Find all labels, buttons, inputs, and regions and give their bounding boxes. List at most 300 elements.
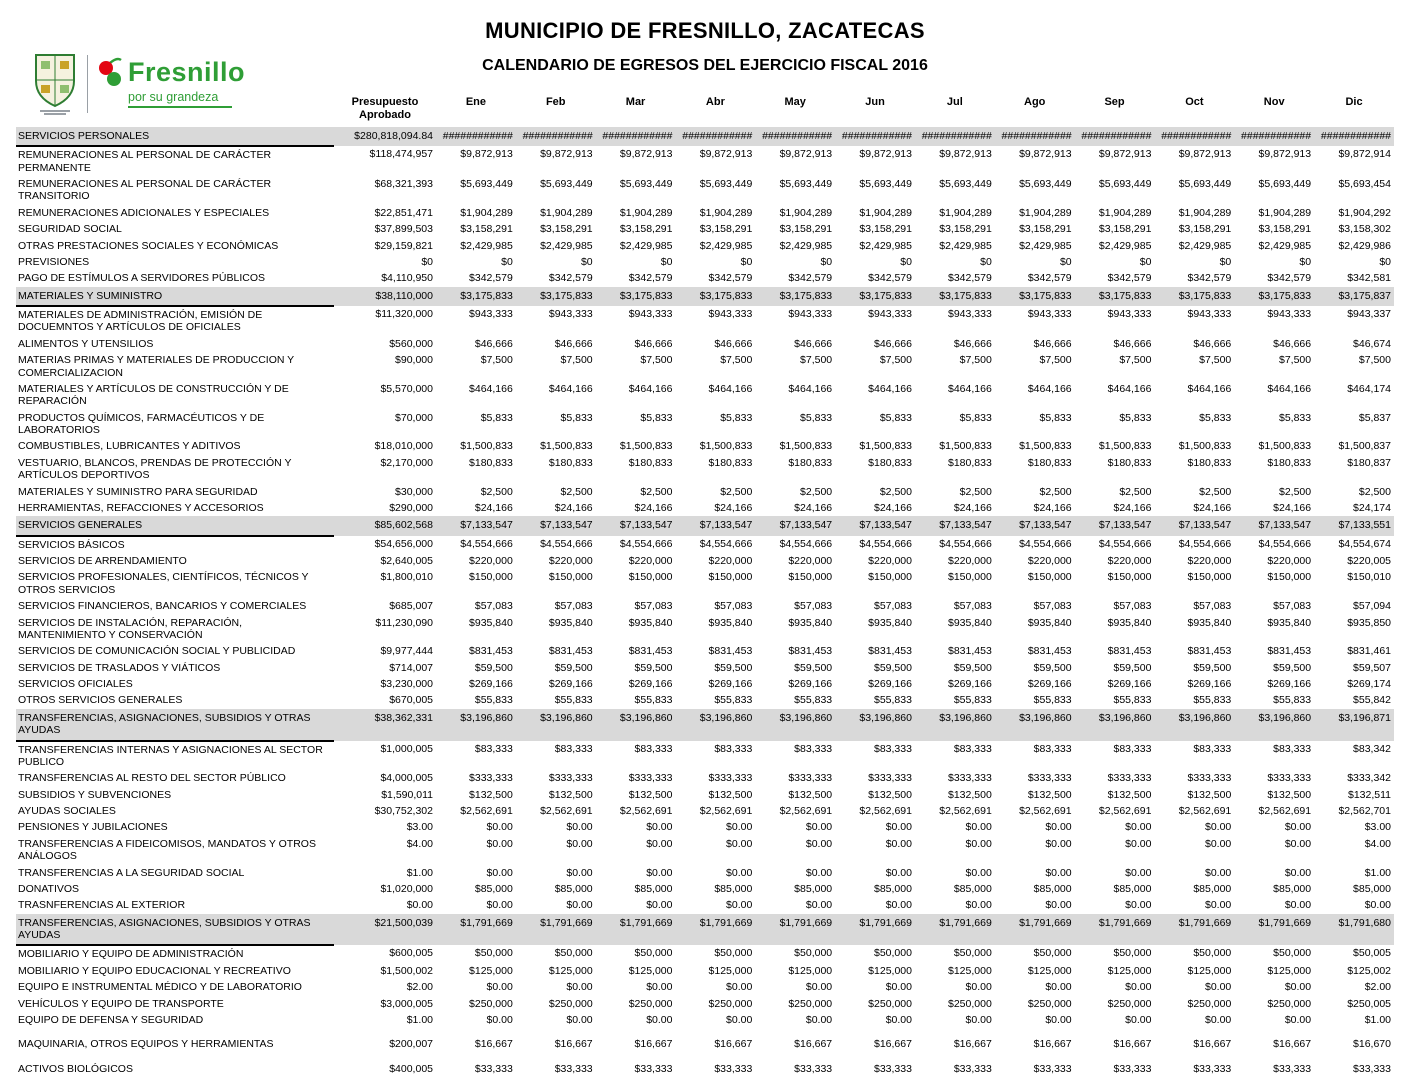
month-value: $24,166 [953,501,992,514]
month-value: $0.00 [1045,821,1072,834]
month-value: $132,500 [868,788,912,801]
month-value: $4,554,666 [699,537,753,550]
month-value: $50,000 [714,947,753,960]
month-value: $24,166 [634,501,673,514]
month-value: $132,500 [1027,788,1072,801]
month-value: $57,083 [1033,600,1072,613]
month-value: $16,667 [554,1038,593,1051]
month-value: $7,500 [720,354,753,367]
table-row [16,238,1394,254]
budget-value: $30,000 [395,485,433,498]
row-label: SERVICIOS PROFESIONALES, CIENTÍFICOS, TÉCNICOS Y OTROS SERVICIOS [18,571,309,596]
month-value: $46,666 [634,337,673,350]
month-value: $16,670 [1353,1038,1391,1051]
month-value: $125,000 [788,964,833,977]
month-value: $220,000 [1187,555,1232,568]
month-value: $220,000 [548,555,593,568]
month-value: $250,000 [1267,997,1312,1010]
month-value: $180,837 [1347,456,1391,469]
month-value: $5,833 [800,411,833,424]
month-value: $269,166 [628,678,673,691]
table-row [16,1012,1394,1028]
month-value: $24,166 [794,501,833,514]
month-value: $0.00 [965,821,992,834]
month-value: $464,166 [948,382,992,395]
month-value: $57,083 [714,600,753,613]
month-value: $1,500,833 [779,440,833,453]
month-value: $1,500,833 [859,440,912,453]
month-value: $3,175,833 [675,287,755,306]
month-value: $2,429,985 [619,239,673,252]
table-row [16,897,1394,913]
month-value: $0.00 [486,981,513,994]
month-value: $132,500 [628,788,673,801]
month-value: $342,579 [1267,272,1312,285]
month-value: $7,133,547 [436,516,516,535]
month-value: $55,833 [1193,694,1232,707]
month-value: $333,333 [788,772,833,785]
month-value: $3,158,302 [1338,223,1391,236]
month-value: $464,166 [1267,382,1312,395]
budget-value: $21,500,039 [334,914,436,946]
month-value: $180,833 [548,456,593,469]
month-value: $16,667 [953,1038,992,1051]
month-value: $1,904,289 [699,206,753,219]
month-value: $59,500 [1033,661,1072,674]
table-row [16,787,1394,803]
month-value: $2,562,691 [1098,805,1152,818]
budget-value: $280,818,094.84 [334,127,436,146]
row-label: AYUDAS SOCIALES [18,805,116,818]
month-value: $7,133,547 [915,516,995,535]
month-value: $2,500 [1119,485,1152,498]
month-value: $0.00 [726,821,753,834]
column-header-jul: Jul [946,96,963,108]
month-value: $0.00 [566,899,593,912]
month-value: $0.00 [566,866,593,879]
row-label: VEHÍCULOS Y EQUIPO DE TRANSPORTE [18,997,224,1010]
month-value: $0.00 [885,821,912,834]
month-value: $33,333 [874,1062,912,1075]
month-value: $0 [820,255,833,268]
month-value: $333,333 [948,772,992,785]
row-label: SERVICIOS BÁSICOS [18,538,125,551]
month-value: ############ [835,127,915,146]
month-value: $3,158,291 [859,223,912,236]
month-value: $16,667 [474,1038,513,1051]
month-value: $1,791,680 [1314,914,1394,946]
month-value: $0 [980,255,992,268]
month-value: $7,500 [959,354,992,367]
month-value: $220,000 [1267,555,1312,568]
month-value: $7,133,547 [516,516,596,535]
month-value: $3,196,860 [1154,709,1234,741]
month-value: $0 [1379,255,1391,268]
month-value: $2,562,691 [1258,805,1312,818]
budget-value: $3,230,000 [380,678,433,691]
month-value: $5,693,449 [540,178,593,191]
section-header-row [16,516,1394,535]
month-value: $3,196,860 [516,709,596,741]
month-value: $3,158,291 [699,223,753,236]
budget-value: $4,000,005 [380,772,433,785]
table-row [16,205,1394,221]
month-value: $150,000 [469,571,513,584]
month-value: $125,000 [1187,964,1232,977]
month-value: $3,175,833 [1154,287,1234,306]
month-value: $59,500 [1273,661,1312,674]
month-value: $33,333 [1353,1062,1391,1075]
month-value: $935,840 [948,616,992,629]
column-header-nov: Nov [1263,96,1285,108]
month-value: $132,500 [1187,788,1232,801]
month-value: $150,000 [708,571,753,584]
municipal-seal-icon [32,52,78,116]
month-value: $935,840 [1107,616,1152,629]
month-value: $150,000 [1267,571,1312,584]
month-value: $333,333 [708,772,753,785]
month-value: $0.00 [1364,899,1391,912]
logo-wordmark-block [97,52,245,108]
row-label: TRANSFERENCIAS A LA SEGURIDAD SOCIAL [18,866,245,879]
month-value: $0.00 [965,837,992,850]
month-value: $943,333 [868,308,912,321]
month-value: $0 [1139,255,1152,268]
budget-value: $54,656,000 [374,537,433,550]
month-value: $180,833 [868,456,912,469]
month-value: $16,667 [1113,1038,1152,1051]
month-value: $269,166 [788,678,833,691]
month-value: $269,166 [948,678,992,691]
month-value: $7,500 [1199,354,1232,367]
month-value: $55,833 [1113,694,1152,707]
month-value: $1,500,833 [1258,440,1312,453]
budget-value: $38,110,000 [334,287,436,306]
month-value: $132,500 [1267,788,1312,801]
month-value: ############ [516,127,596,146]
month-value: $180,833 [1027,456,1072,469]
month-value: $5,693,449 [1258,178,1312,191]
month-value: $831,453 [868,645,912,658]
budget-header-line1: Presupuesto [351,96,419,108]
month-value: $46,666 [794,337,833,350]
month-value: $5,693,449 [1098,178,1152,191]
month-value: $83,333 [874,742,912,755]
month-value: $3,175,833 [596,287,676,306]
month-value: ############ [755,127,835,146]
month-value: $55,833 [794,694,833,707]
month-value: $831,453 [948,645,992,658]
month-value: $2.00 [1364,981,1391,994]
month-value: $3,196,860 [835,709,915,741]
month-value: $33,333 [794,1062,833,1075]
row-label: SUBSIDIOS Y SUBVENCIONES [18,788,172,801]
month-value: $0 [740,255,753,268]
month-value: $7,133,547 [835,516,915,535]
month-value: $2,429,985 [540,239,593,252]
month-value: $0 [1299,255,1312,268]
month-value: $0.00 [646,837,673,850]
month-value: $46,666 [1033,337,1072,350]
month-value: $1,904,289 [859,206,912,219]
row-label: SERVICIOS PERSONALES [16,127,334,146]
table-row [16,536,1394,553]
month-value: $0.00 [1125,837,1152,850]
month-value: $3.00 [1364,821,1391,834]
month-value: $9,872,913 [540,148,593,161]
month-value: $5,833 [1199,411,1232,424]
month-value: $1,791,669 [596,914,676,946]
month-value: $9,872,913 [619,148,673,161]
table-row [16,996,1394,1012]
month-value: $83,333 [1033,742,1072,755]
month-value: $943,333 [948,308,992,321]
month-value: $935,850 [1347,616,1391,629]
month-value: $9,872,913 [699,148,753,161]
month-value: $3,196,860 [596,709,676,741]
month-value: $83,333 [634,742,673,755]
table-row [16,660,1394,676]
table-row [16,500,1394,516]
month-value: $0.00 [1205,866,1232,879]
month-value: $50,000 [474,947,513,960]
month-value: $59,500 [634,661,673,674]
table-row [16,484,1394,500]
month-value: $0.00 [646,866,673,879]
month-value: $0.00 [726,981,753,994]
month-value: $333,333 [1187,772,1232,785]
month-value: $125,000 [1267,964,1312,977]
month-value: $0.00 [885,837,912,850]
month-value: $250,000 [708,997,753,1010]
month-value: ############ [1075,127,1155,146]
month-value: $831,461 [1347,645,1391,658]
month-value: $464,166 [868,382,912,395]
month-value: $0.00 [1125,899,1152,912]
month-value: $1,500,833 [699,440,753,453]
month-value: $57,083 [1113,600,1152,613]
month-value: $9,872,913 [460,148,513,161]
month-value: $0.00 [566,981,593,994]
budget-value: $5,570,000 [380,382,433,395]
month-value: $0 [501,255,513,268]
month-value: $333,333 [868,772,912,785]
month-value: $55,833 [634,694,673,707]
section-header-row [16,127,1394,146]
month-value: $7,500 [480,354,513,367]
month-value: $935,840 [548,616,593,629]
month-value: $125,000 [469,964,513,977]
row-label: MOBILIARIO Y EQUIPO DE ADMINISTRACIÓN [18,948,244,961]
month-value: $2,562,691 [460,805,513,818]
month-value: $55,833 [474,694,513,707]
month-value: $5,693,449 [1019,178,1072,191]
month-value: $85,000 [953,882,992,895]
month-value: $9,872,913 [1019,148,1072,161]
month-value: $464,166 [788,382,833,395]
month-value: $3,175,833 [1075,287,1155,306]
month-value: $250,000 [948,997,992,1010]
egresos-table [16,94,1394,1077]
month-value: $0.00 [726,837,753,850]
month-value: $125,000 [868,964,912,977]
month-value: $55,833 [554,694,593,707]
budget-value: $3.00 [406,821,433,834]
month-value: $2,562,701 [1338,805,1391,818]
row-label: ACTIVOS BIOLÓGICOS [18,1062,133,1075]
month-value: $57,083 [1273,600,1312,613]
month-value: $83,342 [1353,742,1391,755]
month-value: $342,579 [788,272,833,285]
table-row [16,254,1394,270]
month-value: $250,000 [628,997,673,1010]
budget-value: $38,362,331 [334,709,436,741]
month-value: $831,453 [1187,645,1232,658]
row-label: MAQUINARIA, OTROS EQUIPOS Y HERRAMIENTAS [18,1038,274,1051]
column-header-presupuesto [334,94,436,127]
month-value: $50,000 [1273,947,1312,960]
month-value: $0.00 [965,1013,992,1026]
month-value: $83,333 [1193,742,1232,755]
month-value: $0 [580,255,593,268]
month-value: $3,175,833 [915,287,995,306]
month-value: $16,667 [1033,1038,1072,1051]
month-value: $250,000 [1107,997,1152,1010]
month-value: $464,166 [1107,382,1152,395]
month-value: $342,579 [1107,272,1152,285]
month-value: $46,666 [953,337,992,350]
month-value: $3,158,291 [1258,223,1312,236]
month-value: $5,833 [1119,411,1152,424]
month-value: $943,333 [1187,308,1232,321]
month-value: $85,000 [1193,882,1232,895]
row-label: COMBUSTIBLES, LUBRICANTES Y ADITIVOS [18,440,241,453]
month-value: $7,133,547 [596,516,676,535]
month-value: $1,500,833 [540,440,593,453]
month-value: $269,166 [548,678,593,691]
month-value: $3,196,860 [1234,709,1314,741]
column-header-sep: Sep [1104,96,1125,108]
table-row [16,979,1394,995]
month-value: $180,833 [1107,456,1152,469]
month-value: $59,500 [1113,661,1152,674]
month-value: $2,562,691 [1019,805,1072,818]
column-header-mar: Mar [625,96,646,108]
table-row [16,598,1394,614]
month-value: $46,666 [1273,337,1312,350]
month-value: $125,002 [1347,964,1391,977]
month-value: $2,500 [720,485,753,498]
month-value: $831,453 [708,645,753,658]
month-value: $50,000 [874,947,912,960]
month-value: $935,840 [628,616,673,629]
month-value: $2,500 [640,485,673,498]
month-value: $5,833 [959,411,992,424]
month-value: $150,000 [1027,571,1072,584]
month-value: $85,000 [554,882,593,895]
fresnillo-logo [32,52,245,116]
month-value: $0.00 [566,837,593,850]
table-row [16,569,1394,598]
logo-wordmark: Fresnillo [128,56,246,87]
month-value: $4,554,666 [1019,537,1072,550]
month-value: $7,133,551 [1314,516,1394,535]
month-value: $0.00 [486,821,513,834]
month-value: $342,581 [1347,272,1391,285]
month-value: $55,833 [714,694,753,707]
month-value: $3,175,833 [1234,287,1314,306]
month-value: $7,500 [1358,354,1391,367]
month-value: $943,333 [628,308,673,321]
month-value: $7,500 [1278,354,1312,367]
row-label: SERVICIOS FINANCIEROS, BANCARIOS Y COMERCIALES [18,600,307,613]
month-value: $5,693,449 [859,178,912,191]
month-value: $1,791,669 [675,914,755,946]
month-value: $0 [900,255,912,268]
month-value: $2,562,691 [939,805,992,818]
month-value: $5,833 [879,411,912,424]
month-value: $33,333 [554,1062,593,1075]
month-value: $1,500,833 [939,440,992,453]
month-value: $59,500 [554,661,593,674]
budget-value: $1.00 [406,866,433,879]
row-label: PRODUCTOS QUÍMICOS, FARMACÉUTICOS Y DE LABORATORIOS [18,411,265,437]
month-value: $125,000 [1107,964,1152,977]
month-value: $0.00 [646,981,673,994]
budget-value: $118,474,957 [369,148,433,161]
month-value: $1,904,289 [779,206,833,219]
table-row [16,381,1394,410]
month-value: $4,554,666 [939,537,992,550]
month-value: $1,791,669 [516,914,596,946]
month-value: $3,175,837 [1314,287,1394,306]
budget-value: $2,640,005 [380,555,433,568]
month-value: $1,791,669 [1234,914,1314,946]
month-value: $83,333 [554,742,593,755]
month-value: $85,000 [1113,882,1152,895]
month-value: $50,005 [1353,947,1391,960]
month-value: $0.00 [1045,1013,1072,1026]
month-value: $59,500 [953,661,992,674]
row-label: TRANSFERENCIAS, ASIGNACIONES, SUBSIDIOS Y OTRAS AYUDAS [16,914,334,946]
month-value: $132,511 [1347,788,1391,801]
month-value: $333,333 [548,772,593,785]
month-value: $935,840 [868,616,912,629]
month-value: $464,166 [469,382,513,395]
month-value: $1,500,837 [1338,440,1391,453]
row-label: SERVICIOS DE COMUNICACIÓN SOCIAL Y PUBLICIDAD [18,645,296,658]
row-label: OTROS SERVICIOS GENERALES [18,694,183,707]
month-value: $935,840 [788,616,833,629]
month-value: $59,500 [714,661,753,674]
month-value: $0.00 [965,981,992,994]
month-value: $4,554,666 [460,537,513,550]
month-value: $24,174 [1353,501,1391,514]
month-value: $7,500 [879,354,912,367]
month-value: $250,000 [469,997,513,1010]
month-value: $9,872,913 [859,148,912,161]
month-value: $4.00 [1364,837,1391,850]
month-value: $3,196,860 [675,709,755,741]
month-value: $1,791,669 [835,914,915,946]
month-value: ############ [596,127,676,146]
month-value: $3,158,291 [1178,223,1232,236]
month-value: $0.00 [486,899,513,912]
month-value: $943,333 [1267,308,1312,321]
month-value: $46,666 [1193,337,1232,350]
month-value: $3,196,860 [1075,709,1155,741]
month-value: $9,872,913 [779,148,833,161]
